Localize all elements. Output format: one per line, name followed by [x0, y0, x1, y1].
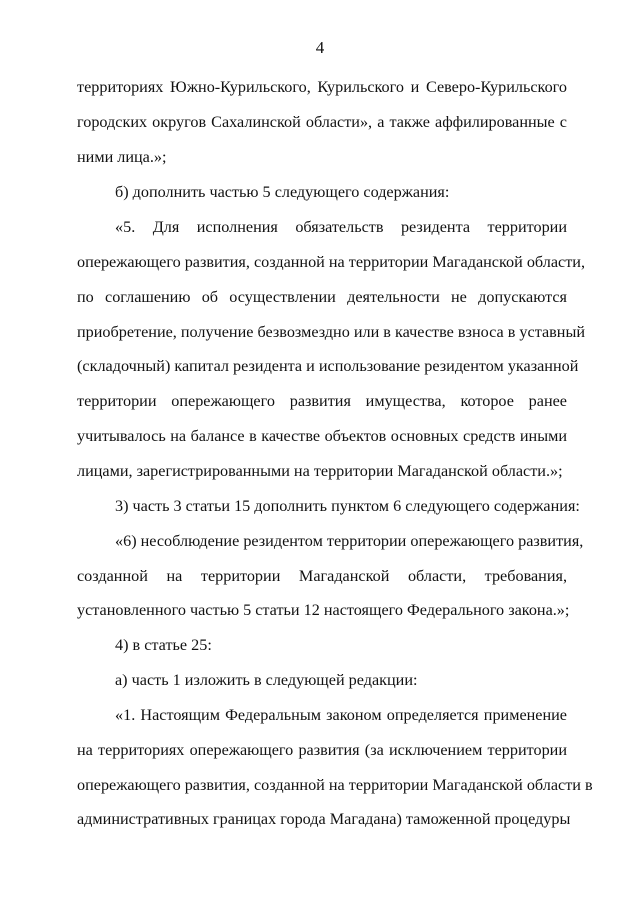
- text-line: территории опережающего развития имущества, которое ранее: [77, 392, 567, 410]
- text-line: 4) в статье 25:: [115, 636, 212, 654]
- text-line: «6) несоблюдение резидентом территории опережающего развития,: [115, 532, 584, 550]
- text-line: «5. Для исполнения обязательств резидента территории: [115, 218, 567, 236]
- text-line: 3) часть 3 статьи 15 дополнить пунктом 6 следующего содержания:: [115, 497, 580, 515]
- text-line: учитывалось на балансе в качестве объектов основных средств иными: [77, 427, 567, 445]
- text-line: установленного частью 5 статьи 12 настоящего Федерального закона.»;: [77, 601, 570, 619]
- text-line: по соглашению об осуществлении деятельности не допускаются: [77, 288, 567, 306]
- text-line: ними лица.»;: [77, 148, 167, 166]
- text-line: городских округов Сахалинской области», а также аффилированные с: [77, 113, 567, 131]
- text-line: приобретение, получение безвозмездно или в качестве взноса в уставный: [77, 323, 585, 341]
- text-line: созданной на территории Магаданской области, требования,: [77, 567, 567, 585]
- text-line: опережающего развития, созданной на территории Магаданской области в: [77, 776, 593, 794]
- page-number: 4: [315, 38, 325, 57]
- text-line: административных границах города Магадана) таможенной процедуры: [77, 810, 571, 828]
- text-line: (складочный) капитал резидента и использование резидентом указанной: [77, 357, 579, 375]
- text-line: на территориях опережающего развития (за исключением территории: [77, 741, 567, 759]
- text-line: а) часть 1 изложить в следующей редакции:: [115, 671, 418, 689]
- text-line: лицами, зарегистрированными на территории Магаданской области.»;: [77, 462, 563, 480]
- text-line: «1. Настоящим Федеральным законом определяется применение: [115, 706, 567, 724]
- text-line: б) дополнить частью 5 следующего содержания:: [115, 183, 450, 201]
- text-line: территориях Южно-Курильского, Курильского и Северо-Курильского: [77, 78, 567, 96]
- text-line: опережающего развития, созданной на территории Магаданской области,: [77, 253, 585, 271]
